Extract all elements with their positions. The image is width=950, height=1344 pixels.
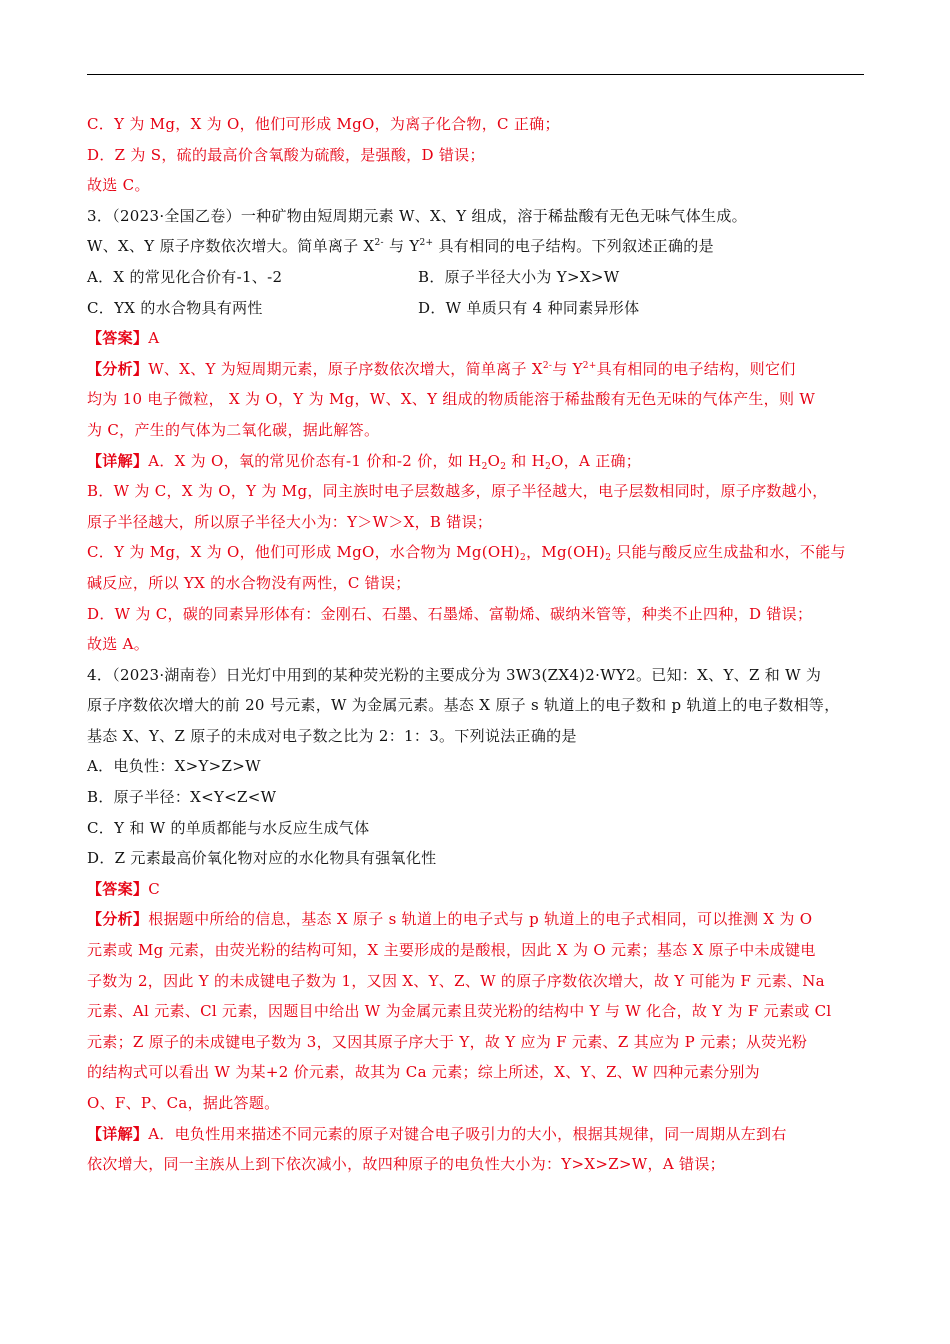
prev-conclusion: 故选 C。 <box>87 176 150 195</box>
q4-analysis-line-1 <box>87 904 867 935</box>
q4-option-b: B．原子半径：X<Y<Z<W <box>87 788 277 807</box>
q3-stem-text-a: W、X、Y 原子序数依次增大。简单离子 X <box>87 237 375 256</box>
q3-stem-line-1: 3．（2023·全国乙卷）一种矿物由短周期元素 W、X、Y 组成，溶于稀盐酸有无色无味气体生成。 <box>87 206 747 225</box>
q4-detail-line-1 <box>87 1119 867 1150</box>
q3-detail-a-text-3: 和 H <box>506 451 546 470</box>
q3-detail-a-text-4: O，A 正确； <box>551 451 642 470</box>
prev-option-c: C．Y 为 Mg，X 为 O，他们可形成 MgO，为离子化合物，C 正确； <box>87 115 560 133</box>
q3-ion-charge-y: 2+ <box>419 238 434 249</box>
q3-analysis-line-2: 均为 10 电子微粒， X 为 O，Y 为 Mg，W、X、Y 组成的物质能溶于稀盐酸有无色无味的气体产生，则 W <box>87 390 816 409</box>
q3-stem-line-2 <box>87 231 867 262</box>
q3-detail-a-text-1: A．X 为 O，氧的常见价态有-1 价和-2 价，如 H <box>148 451 482 470</box>
q4-option-a: A．电负性：X>Y>Z>W <box>87 757 261 776</box>
q4-analysis-line-4: 元素、Al 元素、Cl 元素，因题目中给出 W 为金属元素且荧光粉的结构中 Y 与 W 化合，故 Y 为 F 元素或 Cl <box>87 1002 832 1021</box>
q3-detail-c-text-1: C．Y 为 Mg，X 为 O，他们可形成 MgO，水合物为 Mg(OH) <box>87 543 521 562</box>
q4-analysis-line-3: 子数为 2，因此 Y 的未成键电子数为 1，又因 X、Y、Z、W 的原子序数依次增大，故 Y 可能为 F 元素、Na <box>87 971 825 990</box>
q3-detail-a-sub-3: 2 <box>545 461 552 472</box>
q4-detail-line-2: 依次增大，同一主族从上到下依次减小，故四种原子的电负性大小为：Y>X>Z>W，A 错误； <box>87 1155 725 1174</box>
q3-detail-c-line-1 <box>87 537 867 568</box>
q3-analysis-text-a: W、X、Y 为短周期元素，原子序数依次增大，简单离子 X <box>148 359 543 378</box>
q3-answer <box>87 323 867 354</box>
q3-detail-c-text-2: ，Mg(OH) <box>526 543 606 562</box>
q3-conclusion: 故选 A。 <box>87 635 150 654</box>
q3-detail-d: D．W 为 C，碳的同素异形体有：金刚石、石墨、石墨烯、富勒烯、碳纳米管等，种类不止四种，D 错误； <box>87 604 813 623</box>
q3-detail-b-line-2: 原子半径越大，所以原子半径大小为：Y＞W＞X，B 错误； <box>87 512 493 531</box>
q3-detail-tag: 【详解】 <box>87 451 149 470</box>
q4-stem-line-1: 4．（2023·湖南卷）日光灯中用到的某种荧光粉的主要成分为 3W3(ZX4)2·WY2。已知：X、Y、Z 和 W 为 <box>87 665 822 684</box>
q4-detail-tag: 【详解】 <box>87 1124 149 1143</box>
q3-answer-value: A <box>148 329 160 348</box>
q3-detail-b-line-1: B．W 为 C，X 为 O，Y 为 Mg，同主族时电子层数越多，原子半径越大，电子层数相同时，原子序数越小， <box>87 482 828 501</box>
q3-options-row-1 <box>87 262 867 293</box>
q3-detail-a <box>87 446 867 477</box>
q3-option-a: A．X 的常见化合价有-1、-2 <box>87 267 283 286</box>
q3-option-d: D．W 单质只有 4 种同素异形体 <box>418 298 640 317</box>
q3-analysis-charge-x: 2- <box>542 360 553 371</box>
q3-detail-c-text-3: 只能与酸反应生成盐和水，不能与 <box>611 543 846 562</box>
q4-analysis-text-1: 根据题中所给的信息，基态 X 原子 s 轨道上的电子式与 p 轨道上的电子式相同，可以推测 X 为 O <box>148 910 813 929</box>
q4-analysis-line-5: 元素；Z 原子的未成键电子数为 3，又因其原子序大于 Y，故 Y 应为 F 元素、Z 其应为 P 元素；从荧光粉 <box>87 1032 808 1051</box>
q4-option-c: C．Y 和 W 的单质都能与水反应生成气体 <box>87 818 370 837</box>
q4-stem-line-2: 原子序数依次增大的前 20 号元素，W 为金属元素。基态 X 原子 s 轨道上的电子数和 p 轨道上的电子数相等， <box>87 696 840 715</box>
q3-detail-c-line-2: 碱反应，所以 YX 的水合物没有两性，C 错误； <box>87 573 411 592</box>
q3-stem-text-b: 与 Y <box>383 237 420 256</box>
prev-option-d: D．Z 为 S，硫的最高价含氧酸为硫酸，是强酸，D 错误； <box>87 145 485 164</box>
q3-detail-c-sub-1: 2 <box>520 553 527 564</box>
q4-analysis-line-7: O、F、P、Ca，据此答题。 <box>87 1094 280 1112</box>
q4-analysis-line-6: 的结构式可以看出 W 为某+2 价元素，故其为 Ca 元素；综上所述，X、Y、Z、W 四种元素分别为 <box>87 1063 760 1082</box>
q4-analysis-line-2: 元素或 Mg 元素，由荧光粉的结构可知，X 主要形成的是酸根，因此 X 为 O 元素；基态 X 原子中未成键电 <box>87 941 816 960</box>
q3-analysis-charge-y: 2+ <box>582 360 597 371</box>
q3-ion-charge-x: 2- <box>374 238 384 249</box>
q3-stem-text-c: 具有相同的电子结构。下列叙述正确的是 <box>433 237 714 256</box>
q4-analysis-tag: 【分析】 <box>87 910 149 929</box>
q3-analysis-text-c: 具有相同的电子结构，则它们 <box>596 359 796 378</box>
q3-detail-a-sub-2: 2 <box>500 461 507 472</box>
q4-answer-value: C <box>148 879 160 898</box>
q3-analysis-line-1 <box>87 354 867 385</box>
q3-detail-a-sub-1: 2 <box>481 461 488 472</box>
q4-answer-tag: 【答案】 <box>87 879 149 898</box>
q4-answer <box>87 874 867 905</box>
q4-detail-text-1: A．电负性用来描述不同元素的原子对键合电子吸引力的大小，根据其规律，同一周期从左到右 <box>148 1124 787 1143</box>
q4-option-d: D．Z 元素最高价氧化物对应的水化物具有强氧化性 <box>87 849 437 868</box>
q3-detail-c-sub-2: 2 <box>605 553 612 564</box>
q3-analysis-line-3: 为 C，产生的气体为二氧化碳，据此解答。 <box>87 420 380 439</box>
document-body <box>87 109 867 1180</box>
q4-stem-line-3: 基态 X、Y、Z 原子的未成对电子数之比为 2：1：3。下列说法正确的是 <box>87 726 577 745</box>
q3-analysis-tag: 【分析】 <box>87 359 149 378</box>
q3-options-row-2 <box>87 293 867 324</box>
header-rule <box>87 74 864 75</box>
q3-detail-a-text-2: O <box>487 451 501 470</box>
q3-option-b: B．原子半径大小为 Y>X>W <box>418 267 620 286</box>
q3-analysis-text-b: 与 Y <box>552 359 583 378</box>
q3-option-c: C．YX 的水合物具有两性 <box>87 298 263 317</box>
q3-answer-tag: 【答案】 <box>87 329 149 348</box>
